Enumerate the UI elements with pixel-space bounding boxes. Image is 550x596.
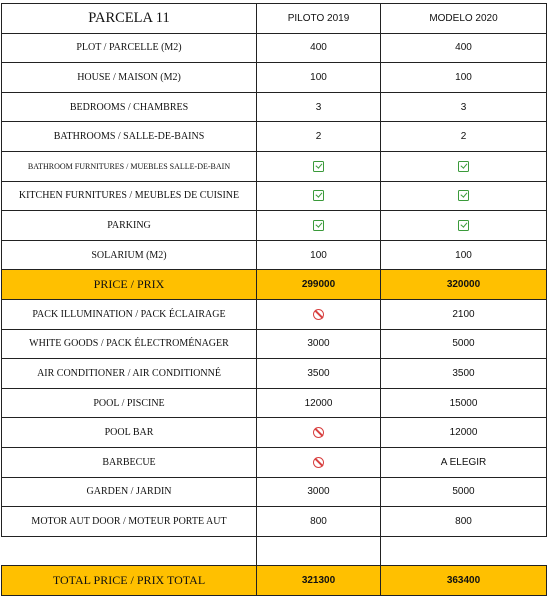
modelo-value: 363400 bbox=[381, 566, 547, 596]
table-row bbox=[2, 92, 547, 122]
piloto-value: 100 bbox=[257, 63, 381, 93]
row-label: TOTAL PRICE / PRIX TOTAL bbox=[2, 566, 257, 596]
piloto-value bbox=[257, 181, 381, 211]
row-label: BEDROOMS / CHAMBRES bbox=[2, 92, 257, 122]
modelo-value: 2100 bbox=[381, 299, 547, 329]
modelo-value bbox=[381, 211, 547, 241]
table-row bbox=[2, 359, 547, 389]
table-row bbox=[2, 477, 547, 507]
not-included-icon bbox=[313, 427, 324, 438]
row-label: BARBECUE bbox=[2, 447, 257, 477]
check-icon bbox=[313, 161, 324, 172]
piloto-value bbox=[257, 299, 381, 329]
check-icon bbox=[458, 220, 469, 231]
piloto-value: 12000 bbox=[257, 388, 381, 418]
row-label: PARKING bbox=[2, 211, 257, 241]
table-row bbox=[2, 388, 547, 418]
piloto-value bbox=[257, 211, 381, 241]
piloto-value: 3 bbox=[257, 92, 381, 122]
row-label: SOLARIUM (M2) bbox=[2, 240, 257, 270]
table-row bbox=[2, 33, 547, 63]
row-label: HOUSE / MAISON (M2) bbox=[2, 63, 257, 93]
row-label: PACK ILLUMINATION / PACK ÉCLAIRAGE bbox=[2, 299, 257, 329]
piloto-value: 800 bbox=[257, 507, 381, 537]
row-label: BATHROOMS / SALLE-DE-BAINS bbox=[2, 122, 257, 152]
row-label: POOL / PISCINE bbox=[2, 388, 257, 418]
row-label: PLOT / PARCELLE (M2) bbox=[2, 33, 257, 63]
piloto-value bbox=[257, 447, 381, 477]
piloto-value: 3500 bbox=[257, 359, 381, 389]
table-row bbox=[2, 299, 547, 329]
column-header-modelo: MODELO 2020 bbox=[381, 4, 547, 34]
row-label: PRICE / PRIX bbox=[2, 270, 257, 300]
price-comparison-table bbox=[1, 3, 547, 596]
empty-cell bbox=[2, 536, 257, 566]
check-icon bbox=[313, 220, 324, 231]
row-label: MOTOR AUT DOOR / MOTEUR PORTE AUT bbox=[2, 507, 257, 537]
modelo-value: 3500 bbox=[381, 359, 547, 389]
table-row bbox=[2, 447, 547, 477]
modelo-value: 100 bbox=[381, 240, 547, 270]
modelo-value bbox=[381, 181, 547, 211]
modelo-value: 800 bbox=[381, 507, 547, 537]
spacer-row bbox=[2, 536, 547, 566]
table-title: PARCELA 11 bbox=[2, 4, 257, 34]
modelo-value: 2 bbox=[381, 122, 547, 152]
table-row bbox=[2, 122, 547, 152]
empty-cell bbox=[257, 536, 381, 566]
column-header-piloto: PILOTO 2019 bbox=[257, 4, 381, 34]
piloto-value: 3000 bbox=[257, 329, 381, 359]
modelo-value: 15000 bbox=[381, 388, 547, 418]
table-row bbox=[2, 507, 547, 537]
piloto-value: 299000 bbox=[257, 270, 381, 300]
modelo-value: 100 bbox=[381, 63, 547, 93]
modelo-value: 12000 bbox=[381, 418, 547, 448]
modelo-value: 5000 bbox=[381, 477, 547, 507]
row-label: AIR CONDITIONER / AIR CONDITIONNÉ bbox=[2, 359, 257, 389]
table-row bbox=[2, 329, 547, 359]
price-row bbox=[2, 270, 547, 300]
piloto-value: 2 bbox=[257, 122, 381, 152]
table-header-row bbox=[2, 4, 547, 34]
table-row bbox=[2, 181, 547, 211]
row-label: POOL BAR bbox=[2, 418, 257, 448]
table-row bbox=[2, 63, 547, 93]
piloto-value bbox=[257, 151, 381, 181]
table-body bbox=[2, 4, 547, 596]
piloto-value: 3000 bbox=[257, 477, 381, 507]
modelo-value: 5000 bbox=[381, 329, 547, 359]
not-included-icon bbox=[313, 457, 324, 468]
table-row bbox=[2, 211, 547, 241]
piloto-value bbox=[257, 418, 381, 448]
check-icon bbox=[458, 161, 469, 172]
row-label: WHITE GOODS / PACK ÉLECTROMÉNAGER bbox=[2, 329, 257, 359]
row-label: GARDEN / JARDIN bbox=[2, 477, 257, 507]
modelo-value: A ELEGIR bbox=[381, 447, 547, 477]
modelo-value: 400 bbox=[381, 33, 547, 63]
total-row bbox=[2, 566, 547, 596]
check-icon bbox=[458, 190, 469, 201]
not-included-icon bbox=[313, 309, 324, 320]
modelo-value: 3 bbox=[381, 92, 547, 122]
empty-cell bbox=[381, 536, 547, 566]
table-row bbox=[2, 418, 547, 448]
row-label: BATHROOM FURNITURES / MUEBLES SALLE-DE-BAIN bbox=[2, 151, 257, 181]
row-label: KITCHEN FURNITURES / MEUBLES DE CUISINE bbox=[2, 181, 257, 211]
piloto-value: 100 bbox=[257, 240, 381, 270]
check-icon bbox=[313, 190, 324, 201]
table-row bbox=[2, 240, 547, 270]
piloto-value: 400 bbox=[257, 33, 381, 63]
modelo-value bbox=[381, 151, 547, 181]
table-row bbox=[2, 151, 547, 181]
modelo-value: 320000 bbox=[381, 270, 547, 300]
piloto-value: 321300 bbox=[257, 566, 381, 596]
